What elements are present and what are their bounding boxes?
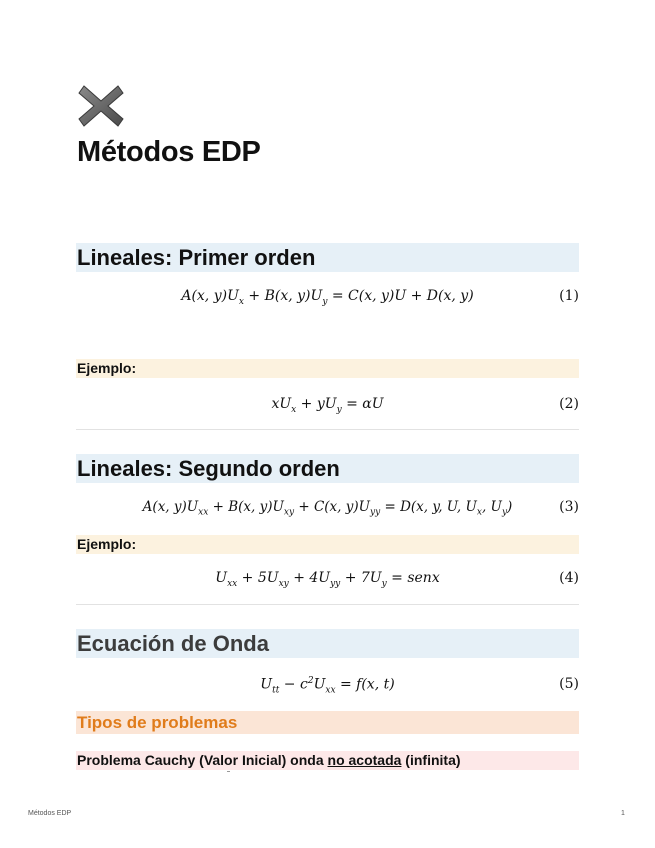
equation-5-number: (5): [559, 676, 579, 692]
problem-text-pre: Problema Cauchy (Valor Inicial) onda: [77, 752, 328, 768]
equation-4: [76, 570, 579, 592]
problem-heading-cauchy: [76, 751, 579, 770]
equation-3-math: A(x, $y)U_{xx} + B(x$, $y)U_{xy} + C(x$, $y)U_{yy} = D(x$, y, U, $U_x$, $U_y$): [142, 499, 513, 518]
divider-1: [76, 429, 579, 430]
problem-text-underlined: no acotada: [327, 752, 402, 768]
section-heading-ecuacion-de-onda: Ecuación de Onda: [76, 629, 579, 658]
subheading-tipos-de-problemas: Tipos de problemas: [76, 711, 579, 734]
equation-1: [76, 288, 579, 310]
equation-3-number: (3): [559, 499, 579, 515]
close-x-icon: [78, 84, 124, 128]
equation-1-math: A(x, $y)U_x + B(x$, $y)U_y = C(x$, y)U + D(x, y): [181, 288, 474, 307]
page-title: Métodos EDP: [77, 136, 261, 168]
example-label-2: Ejemplo:: [76, 535, 579, 554]
section-heading-lineales-segundo-orden: Lineales: Segundo orden: [76, 454, 579, 483]
footer-page-number: 1: [621, 810, 625, 817]
equation-4-number: (4): [559, 570, 579, 586]
example-label-1: Ejemplo:: [76, 359, 579, 378]
equation-5-math: $U_{tt} - c^2U_{xx} = f(x$, t): [260, 676, 395, 696]
equation-2: [76, 396, 579, 418]
equation-5: [76, 676, 579, 698]
section-heading-lineales-primer-orden: Lineales: Primer orden: [76, 243, 579, 272]
equation-4-math: $U_{xx} + 5U_{xy} + 4U_{yy} + 7U_y$ = senx: [215, 570, 440, 589]
divider-2: [76, 604, 579, 605]
equation-2-number: (2): [559, 396, 579, 412]
problem-text-post: (infinita): [401, 752, 461, 768]
equation-1-number: (1): [559, 288, 579, 304]
equation-2-math: $xU_x + yU_y = \alpha U$: [271, 396, 384, 415]
footer-title: Métodos EDP: [28, 810, 72, 817]
cut-off-mark: [227, 771, 230, 772]
equation-3: [76, 499, 579, 521]
